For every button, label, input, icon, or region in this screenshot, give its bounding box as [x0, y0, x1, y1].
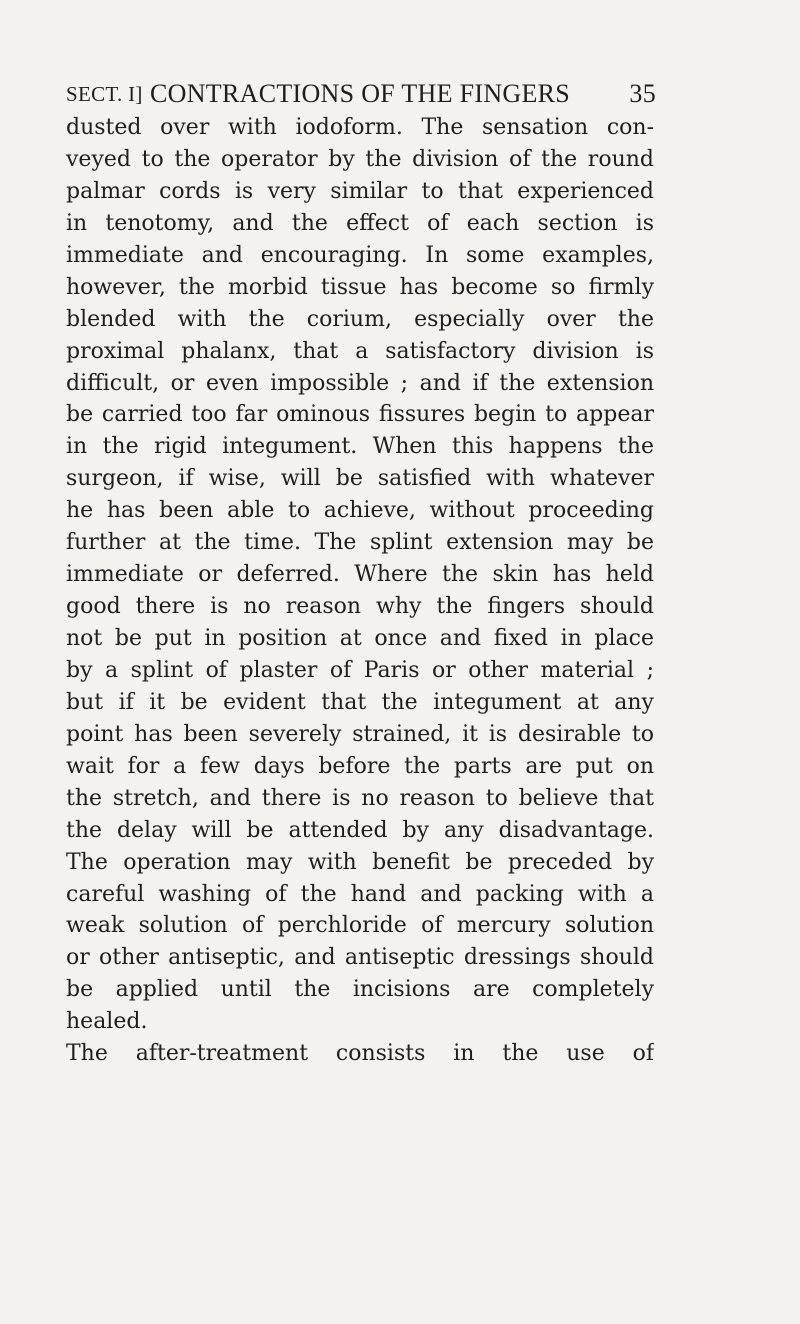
- text-line: the stretch, and there is no reason to believe that: [66, 785, 654, 811]
- text-line: weak solution of perchloride of mercury solution: [66, 913, 654, 939]
- text-line: veyed to the operator by the division of the round: [66, 146, 654, 172]
- text-line: difficult, or even impossible ; and if the extension: [66, 370, 654, 396]
- text-line: not be put in position at once and fixed in place: [66, 626, 654, 651]
- text-line: by a splint of plaster of Paris or other material ;: [66, 657, 654, 683]
- text-line: good there is no reason why the fingers should: [66, 594, 654, 620]
- text-line: be applied until the incisions are completely: [66, 977, 654, 1003]
- text-line: immediate or deferred. Where the skin has held: [66, 562, 654, 588]
- text-line: wait for a few days before the parts are put on: [66, 753, 654, 779]
- text-line: he has been able to achieve, without proceeding: [66, 498, 654, 524]
- text-line: proximal phalanx, that a satisfactory division is: [66, 338, 654, 364]
- text-line: point has been severely strained, it is desirable to: [66, 721, 654, 747]
- text-line: the delay will be attended by any disadvantage.: [66, 817, 654, 843]
- text-line: in the rigid integument. When this happens the: [66, 434, 654, 460]
- text-line: but if it be evident that the integument at any: [66, 689, 654, 715]
- text-line: or other antiseptic, and antiseptic dressings should: [66, 945, 654, 971]
- text-line: The after-treatment consists in the use of: [66, 1041, 654, 1067]
- text-line: further at the time. The splint extension may be: [66, 530, 654, 556]
- text-line: The operation may with benefit be preceded by: [66, 849, 654, 875]
- chapter-title: CONTRACTIONS OF THE FINGERS: [150, 79, 571, 108]
- running-head: [66, 79, 656, 109]
- page-number: 35: [629, 79, 656, 108]
- text-line: immediate and encouraging. In some examples,: [66, 242, 654, 268]
- text-line: blended with the corium, especially over the: [66, 306, 654, 332]
- text-line: in tenotomy, and the effect of each section is: [66, 210, 654, 236]
- text-line: however, the morbid tissue has become so firmly: [66, 274, 654, 300]
- text-line: be carried too far ominous fissures begin to appear: [66, 402, 654, 428]
- text-line: healed.: [66, 1009, 148, 1035]
- text-line: dusted over with iodoform. The sensation con-: [66, 115, 654, 140]
- text-line: surgeon, if wise, will be satisfied with whatever: [66, 466, 654, 492]
- body-text: [66, 112, 654, 1070]
- text-line: palmar cords is very similar to that experienced: [66, 178, 654, 204]
- text-line: careful washing of the hand and packing with a: [66, 881, 654, 907]
- section-marker: SECT. I]: [66, 82, 143, 106]
